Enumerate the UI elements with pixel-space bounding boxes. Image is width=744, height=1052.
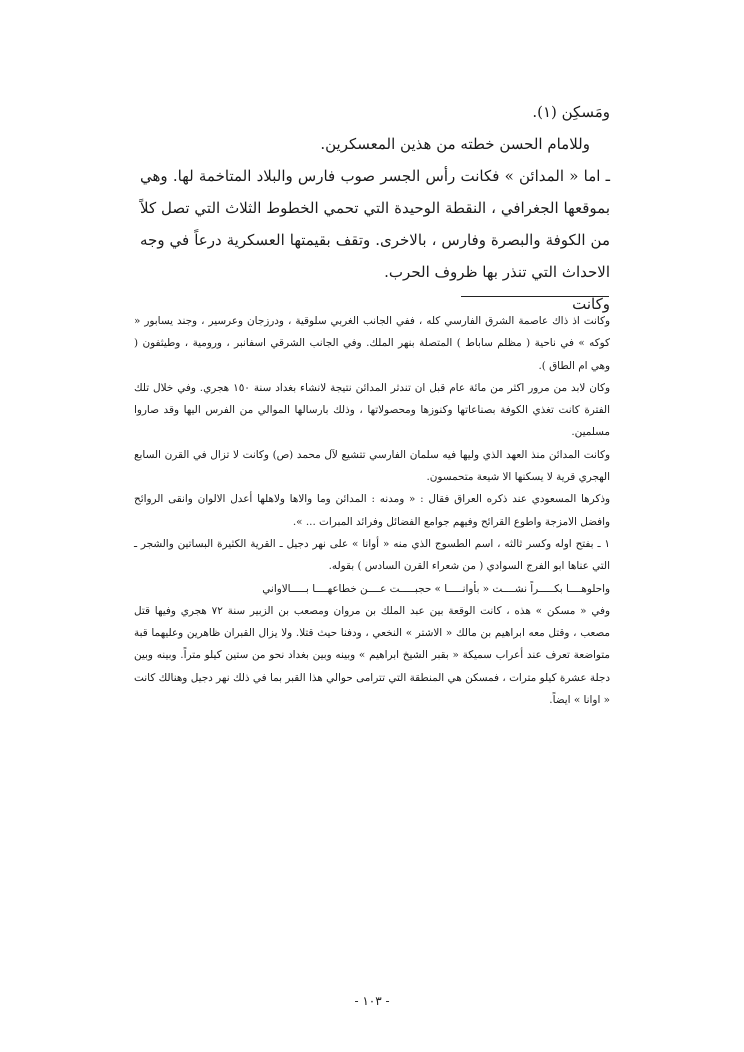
footnote-paragraph: ١ ـ بفتح اوله وكسر ثالثه ، اسم الطسوج الذي منه « أوانا » على نهر دجيل ـ القرية الكثيرة البساتين والشجر ـ التي عناها ابو الفرج السوادي ( من شعراء القرن السادس ) بقوله. (134, 537, 610, 573)
footnotes (134, 310, 610, 711)
main-line-1: ومَسكِن (١). (532, 103, 610, 121)
footnote-paragraph: وكانت اذ ذاك عاصمة الشرق الفارسي كله ، ففي الجانب الغربي سلوقية ، ودرزجان وعرسير ، وجند يسابور « كوكه » في ناحية ( مظلم ساباط ) المتصلة بنهر الملك. وفي الجانب الشرقي اسفانبر ، ورومية ، وطيثفون ( وهي ام الطاق ). (134, 315, 610, 372)
footnote-separator (461, 296, 609, 297)
footnote-verse: واحلوهــــا بكـــــراً نشــــت « بأوانـــــا » حجبـــــت عــــن خطاعهــــا بـــــالاواني (262, 582, 610, 595)
footnote-paragraph: وذكرها المسعودي عند ذكره العراق فقال : « ومدنه : المدائن وما والاها ولاهلها أعدل الالوان وانقى الروائح وافضل الامزجة واطوع القرائح وفيهم جوامع الفضائل وفرائد المبرات ... ». (134, 493, 610, 528)
footnote-paragraph: وكانت المدائن منذ العهد الذي وليها فيه سلمان الفارسي تتشيع لآل محمد (ص) وكانت لا تزال في القرن السابع الهجري قرية لا يسكنها الا شيعة متحمسون. (134, 448, 610, 484)
page-number: - ١٠٣ - (354, 994, 390, 1008)
main-catchword: وكانت (572, 295, 610, 313)
main-line-2: وللامام الحسن خطته من هذين المعسكرين. (320, 135, 590, 153)
footnote-paragraph: وفي « مسكن » هذه ، كانت الوقعة بين عبد الملك بن مروان ومصعب بن الزبير سنة ٧٢ هجري وفيها قتل مصعب ، وقتل معه ابراهيم بن مالك « الاشتر » النخعي ، ودفنا حيث قتلا. ولا يزال القبران ظاهرين وعليهما قبة متواضعة تعرف عند أعراب سميكة « بقبر الشيخ ابراهيم » وبينه وبين بغداد نحو من ستين كيلو متراً. وبينه وبين دجلة عشرة كيلو مترات ، فمسكن هي المنطقة التي تترامى حوالي هذا القبر بما في ذلك نهر دجيل وهنالك كانت « اوانا » ايضاً. (134, 604, 610, 707)
footnote-paragraph: وكان لابد من مرور اكثر من مائة عام قبل ان تندثر المدائن نتيجة لانشاء بغداد سنة ١٥٠ هجري. وفي خلال تلك الفترة كانت تغذي الكوفة بصناعاتها وكنوزها ومحصولاتها ، وذلك بارسالها الموالي من الفرس اليها وقد صاروا مسلمين. (134, 381, 610, 439)
main-text (140, 96, 610, 320)
main-paragraph-madaen: ـ اما « المدائن » فكانت رأس الجسر صوب فارس والبلاد المتاخمة لها. وهي بموقعها الجغرافي ، النقطة الوحيدة التي تحمي الخطوط الثلاث التي تصل كلاً من الكوفة والبصرة وفارس ، بالاخرى. وتقف بقيمتها العسكرية درعاً في وجه الاحداث التي تنذر بها ظروف الحرب. (140, 167, 610, 281)
